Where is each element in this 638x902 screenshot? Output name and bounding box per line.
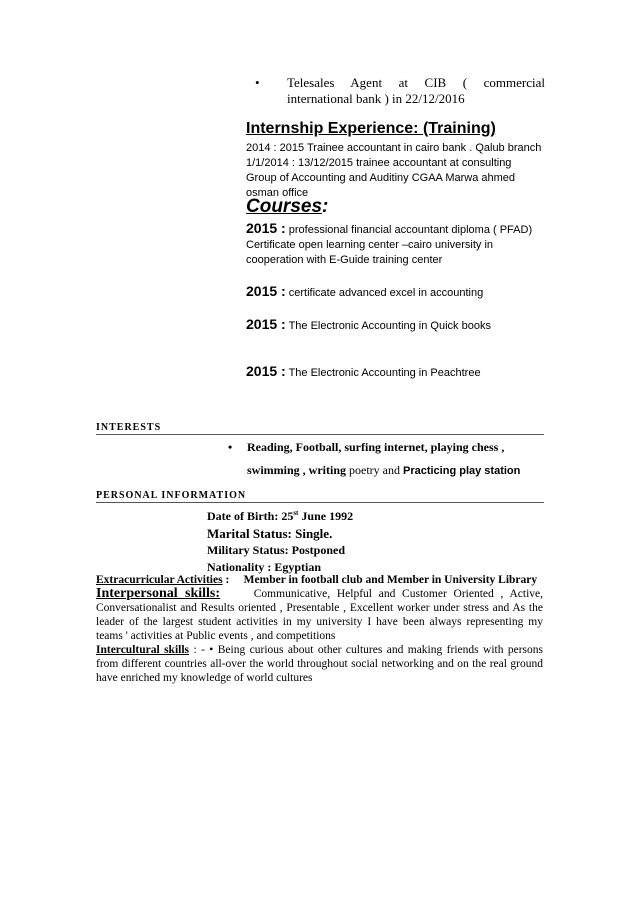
interests-part: poetry and [349, 463, 400, 477]
course-item [246, 364, 546, 381]
course-item [246, 221, 546, 268]
course-year: 2015 : [246, 363, 286, 379]
internship-line: osman office [246, 187, 309, 199]
telesales-text: Telesales Agent at CIB ( commercial international bank ) in 22/12/2016 [287, 75, 545, 106]
personal-info [207, 505, 353, 576]
interpersonal-text: Communicative, Helpful and Customer Oriented , Active, Conversationalist and Results oriented , Presentable , Excellent worker under stress and As the leader of the largest student activities in my university I have been always representing my teams ' activities at Public events , and competitions [96, 588, 543, 642]
course-year: 2015 : [246, 220, 286, 236]
military-line: Military Status: Postponed [207, 543, 345, 557]
internship-heading: Internship Experience: (Training) [246, 120, 496, 137]
intercultural-para [96, 643, 543, 685]
course-item [246, 317, 546, 334]
marital-value: Single. [295, 526, 333, 541]
course-line: professional financial accountant diploma ( PFAD) [288, 224, 533, 236]
bullet-icon: • [228, 440, 233, 454]
internship-line: Group of Accounting and Auditiny CGAA Marwa ahmed [246, 172, 516, 184]
dob-value: June 1992 [301, 509, 354, 523]
course-year: 2015 : [246, 316, 286, 332]
internship-line: 2014 : 2015 Trainee accountant in cairo bank . Qalub branch [246, 142, 542, 154]
interests-line: Reading, Football, surfing internet, playing chess , [247, 440, 505, 454]
courses-heading [246, 196, 546, 218]
course-year: 2015 : [246, 283, 286, 299]
course-line: cooperation with E-Guide training center [246, 254, 443, 266]
extracurricular-para [96, 573, 543, 587]
intercultural-label: Intercultural skills [96, 644, 190, 656]
interests-bullet [228, 436, 548, 483]
dob-suffix: st [293, 509, 299, 517]
interpersonal-para [96, 587, 543, 643]
courses-heading-colon: : [322, 196, 329, 217]
dob-label: Date of Birth: 25 [207, 509, 294, 523]
interests-part: Practicing play station [402, 465, 521, 477]
marital-line [207, 525, 353, 542]
bullet-icon: • [255, 75, 260, 90]
course-line: certificate advanced excel in accounting [288, 287, 484, 299]
extra-skills [96, 573, 543, 685]
telesales-bullet [255, 75, 545, 107]
course-line: The Electronic Accounting in Quick books [288, 320, 491, 332]
personal-info-heading: PERSONAL INFORMATION [96, 490, 544, 503]
internship-body [246, 141, 546, 201]
nationality-line: Nationality : Egyptian [207, 560, 322, 574]
internship-line: 1/1/2014 : 13/12/2015 trainee accountant at consulting [246, 157, 512, 169]
course-line: The Electronic Accounting in Peachtree [288, 367, 481, 379]
interests-part: swimming , writing [247, 463, 346, 477]
course-item [246, 284, 546, 301]
intercultural-text: : - • Being curious about other cultures and making friends with persons from different countries all-over the world throughout social networking and on the real ground have enriched my knowledge of world cultures [96, 644, 544, 684]
extracurricular-label: Extracurricular Activities [96, 574, 223, 586]
dob-line [207, 505, 353, 525]
interests-line [247, 459, 548, 483]
courses-heading-text: Courses [246, 196, 323, 217]
marital-label: Marital Status: [207, 526, 292, 541]
course-line: Certificate open learning center –cairo university in [246, 239, 494, 251]
extracurricular-text: Member in football club and Member in University Library [243, 574, 538, 586]
interests-heading: INTERESTS [96, 422, 544, 435]
interpersonal-label: Interpersonal skills: [96, 586, 221, 601]
extracurricular-colon: : [222, 574, 230, 586]
